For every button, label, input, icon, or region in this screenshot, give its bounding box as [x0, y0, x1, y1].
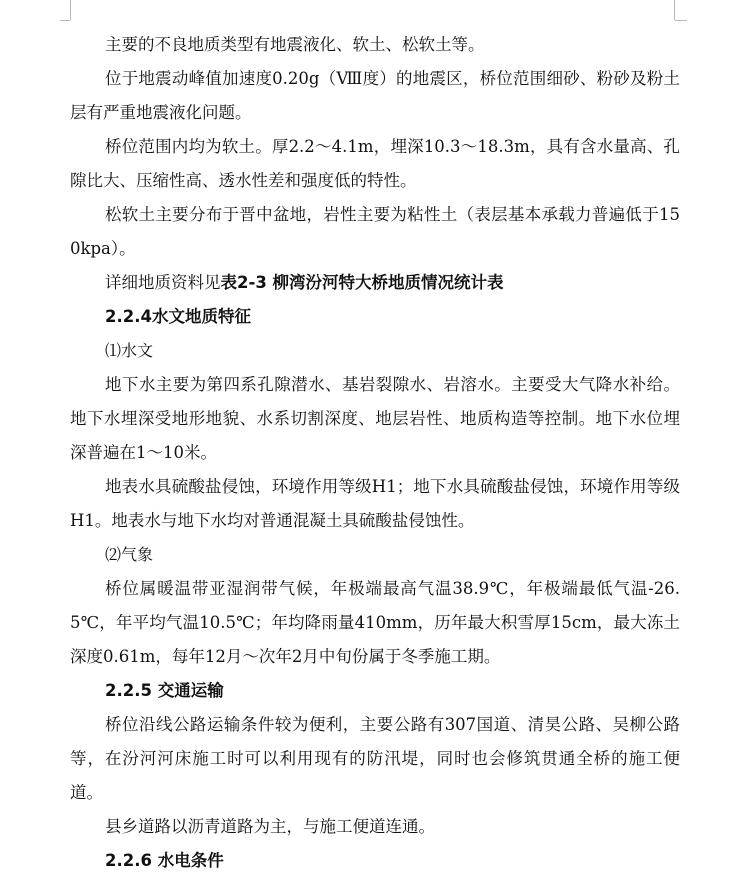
document-body	[70, 28, 680, 878]
page-corner-mark-left	[70, 0, 71, 20]
paragraph-soft-soil: 桥位范围内均为软土。厚2.2～4.1m，埋深10.3～18.3m，具有含水量高、孔隙比大、压缩性高、透水性差和强度低的特性。	[70, 137, 680, 190]
page-corner-mark-right	[674, 0, 675, 20]
heading-utilities: 2.2.6 水电条件	[105, 851, 224, 870]
subheading-climate: ⑵气象	[105, 545, 154, 564]
paragraph-groundwater: 地下水主要为第四系孔隙潜水、基岩裂隙水、岩溶水。主要受大气降水补给。地下水埋深受地形地貌、水系切割深度、地层岩性、地质构造等控制。地下水位埋深普遍在1～10米。	[70, 375, 680, 462]
page-corner-mark-right-h	[675, 20, 687, 21]
heading-hydrogeology: 2.2.4水文地质特征	[105, 307, 251, 326]
paragraph-climate: 桥位属暖温带亚湿润带气候，年极端最高气温38.9℃，年极端最低气温-26.5℃，年平均气温10.5℃；年均降雨量410mm，历年最大积雪厚15cm，最大冻土深度0.61m，每年12月～次年2月中旬份属于冬季施工期。	[70, 579, 680, 666]
subheading-hydrology: ⑴水文	[105, 341, 154, 360]
paragraph-loose-soil: 松软土主要分布于晋中盆地，岩性主要为粘性土（表层基本承载力普遍低于150kpa）。	[70, 205, 680, 258]
paragraph-liquefaction: 位于地震动峰值加速度0.20g（Ⅷ度）的地震区，桥位范围细砂、粉砂及粉土层有严重地震液化问题。	[70, 69, 680, 122]
paragraph-bad-geology: 主要的不良地质类型有地震液化、软土、松软土等。	[105, 35, 485, 54]
paragraph-county-roads: 县乡道路以沥青道路为主，与施工便道连通。	[105, 817, 435, 836]
page-corner-mark-left-h	[60, 20, 70, 21]
heading-transportation: 2.2.5 交通运输	[105, 681, 224, 700]
paragraph-surface-water: 地表水具硫酸盐侵蚀，环境作用等级H1；地下水具硫酸盐侵蚀，环境作用等级H1。地表水与地下水均对普通混凝土具硫酸盐侵蚀性。	[70, 477, 680, 530]
geology-ref-table-title: 表2-3 柳湾汾河特大桥地质情况统计表	[220, 273, 504, 292]
geology-ref-prefix: 详细地质资料见	[105, 273, 221, 292]
paragraph-roads: 桥位沿线公路运输条件较为便利，主要公路有307国道、清昊公路、吴柳公路等，在汾河河床施工时可以利用现有的防汛堤，同时也会修筑贯通全桥的施工便道。	[70, 715, 680, 802]
paragraph-geology-ref	[70, 266, 680, 300]
